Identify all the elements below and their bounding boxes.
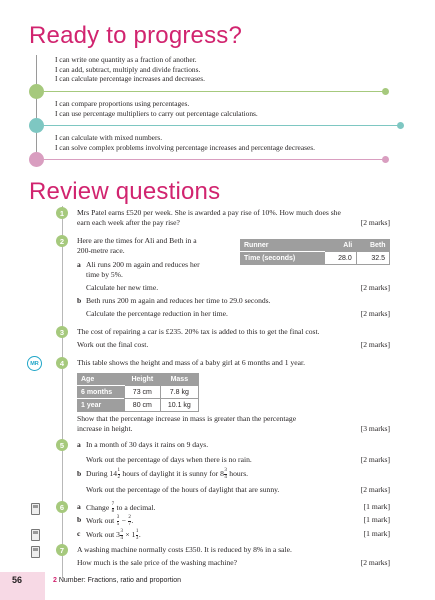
table-header: Ali: [324, 239, 356, 252]
ready-statement: I can add, subtract, multiply and divide fractions.: [55, 64, 201, 74]
teal-rule: [44, 125, 399, 126]
marks: [1 mark]: [363, 502, 390, 511]
mr-badge: MR: [27, 356, 42, 371]
fraction: [117, 515, 120, 527]
ready-group-3: [55, 133, 315, 152]
marks: [2 marks]: [360, 340, 390, 349]
table-cell: 80 cm: [124, 399, 160, 412]
question-number: 4: [56, 357, 68, 369]
table-cell: 32.5: [356, 252, 389, 265]
question-5a-task: Work out the percentage of days when there is no rain.: [86, 455, 252, 464]
text-run: Work out: [86, 515, 115, 525]
fraction: [118, 468, 121, 480]
question-line-text: earn each week after the pay rise?: [77, 218, 180, 228]
timeline-line: [36, 55, 37, 160]
ready-statement: I can write one quantity as a fraction of another.: [55, 55, 197, 64]
question-6b-text: [86, 515, 133, 527]
part-label: c: [77, 529, 81, 538]
numerator: 3: [120, 529, 123, 534]
marks: [2 marks]: [360, 218, 390, 227]
fraction: [120, 529, 123, 541]
ready-group-1: [55, 55, 205, 84]
pink-end-dot: [382, 156, 389, 163]
calculator-not-allowed-icon: [31, 503, 40, 515]
question-5b-task: Work out the percentage of the hours of daylight that are sunny.: [86, 485, 280, 494]
question-line-text: increase in height.: [77, 424, 133, 434]
ready-group-2: [55, 99, 258, 118]
part-label: b: [77, 515, 82, 524]
numerator: 3: [224, 468, 227, 473]
table-cell: 10.1 kg: [160, 399, 198, 412]
question-2a-text: [86, 260, 200, 280]
denominator: 4: [224, 474, 227, 480]
teal-end-dot: [397, 122, 404, 129]
calculator-allowed-icon: [31, 546, 40, 558]
numerator: 3: [116, 515, 120, 520]
baby-growth-table: [77, 373, 199, 412]
text-run: Change: [86, 502, 110, 512]
table-cell: 73 cm: [124, 386, 160, 399]
marks: [1 mark]: [363, 515, 390, 524]
question-2b-text: Beth runs 200 m again and reduces her time to 29.0 seconds.: [86, 296, 271, 305]
fraction: [224, 468, 227, 480]
marks: [2 marks]: [360, 309, 390, 318]
marks: [2 marks]: [360, 558, 390, 567]
question-5b-text: [86, 468, 248, 480]
table-header: Beth: [356, 239, 389, 252]
question-2a-task: Calculate her new time.: [86, 283, 159, 292]
numerator: 7: [111, 502, 115, 507]
ready-title: Ready to progress?: [29, 22, 243, 49]
question-3-task: Work out the final cost.: [77, 340, 149, 349]
question-6c-text: [86, 529, 141, 541]
chapter-footer: [53, 577, 181, 584]
text-run: to a decimal.: [116, 502, 156, 512]
question-2-intro: [77, 236, 197, 256]
numerator: 1: [117, 468, 121, 473]
question-line-text: Mrs Patel earns £520 per week. She is awarded a pay rise of 10%. How much does she: [77, 208, 341, 217]
text-run: .: [131, 515, 134, 525]
table-row-label: Time (seconds): [240, 252, 324, 265]
question-4-task: [77, 414, 296, 434]
teal-marker: [29, 118, 44, 133]
table-cell: 7.8 kg: [160, 386, 198, 399]
table-header: Runner: [240, 239, 324, 252]
marks: [2 marks]: [360, 485, 390, 494]
denominator: 4: [120, 535, 123, 541]
chapter-number: 2: [53, 577, 57, 584]
question-line-text: time by 5%.: [86, 270, 123, 280]
table-header: Height: [124, 373, 160, 386]
question-2b-task: Calculate the percentage reduction in her time.: [86, 309, 228, 318]
ready-statement: I can calculate percentage increases and decreases.: [55, 74, 205, 84]
text-run: .: [138, 529, 141, 539]
part-label: a: [77, 502, 81, 511]
question-line-text: Show that the percentage increase in mass is greater than the percentage: [77, 414, 297, 423]
operator: × 1: [125, 529, 136, 539]
green-marker: [29, 84, 44, 99]
table-row-label: 6 months: [77, 386, 124, 399]
ready-statement: I can compare proportions using percentages.: [55, 99, 190, 108]
question-7-text: A washing machine normally costs £350. It is reduced by 8% in a sale.: [77, 545, 292, 554]
marks: [1 mark]: [363, 529, 390, 538]
question-line-text: 200-metre race.: [77, 246, 125, 256]
question-1-text: [77, 208, 341, 228]
part-label: a: [77, 260, 81, 269]
question-line-text: Here are the times for Ali and Beth in a: [77, 236, 197, 245]
denominator: 3: [135, 535, 139, 541]
part-label: b: [77, 469, 82, 478]
question-3-text: The cost of repairing a car is £235. 20% tax is added to this to get the final cost.: [77, 327, 320, 336]
page-number: 56: [12, 575, 23, 585]
review-title: Review questions: [29, 178, 221, 205]
marks: [3 marks]: [360, 424, 390, 433]
part-label: b: [77, 296, 82, 305]
green-end-dot: [382, 88, 389, 95]
question-number: 3: [56, 326, 68, 338]
denominator: 8: [111, 508, 115, 514]
denominator: 7: [128, 521, 131, 527]
numerator: 2: [128, 515, 131, 520]
part-label: a: [77, 440, 81, 449]
question-4-text: This table shows the height and mass of a baby girl at 6 months and 1 year.: [77, 358, 305, 367]
calculator-not-allowed-icon: [31, 529, 40, 541]
fraction: [112, 502, 115, 514]
race-times-table: [240, 239, 390, 265]
text-run: During 14: [86, 468, 118, 478]
denominator: 2: [117, 474, 121, 480]
question-5a-text: In a month of 30 days it rains on 9 days.: [86, 440, 209, 449]
ready-statement: I can use percentage multipliers to carry out percentage calculations.: [55, 108, 258, 118]
chapter-title: Number: Fractions, ratio and proportion: [58, 577, 182, 584]
question-number: 6: [56, 501, 68, 513]
marks: [2 marks]: [360, 455, 390, 464]
question-number: 1: [56, 207, 68, 219]
numerator: 1: [135, 529, 139, 534]
ready-statement: I can solve complex problems involving percentage increases and percentage decreases.: [55, 142, 315, 152]
pink-rule: [44, 159, 384, 160]
question-line-text: Ali runs 200 m again and reduces her: [86, 260, 200, 269]
pink-marker: [29, 152, 44, 167]
table-header: Age: [77, 373, 124, 386]
ready-statement: I can calculate with mixed numbers.: [55, 133, 163, 142]
marks: [2 marks]: [360, 283, 390, 292]
operator: −: [121, 515, 126, 525]
green-rule: [44, 91, 384, 92]
denominator: 5: [116, 521, 120, 527]
table-header: Mass: [160, 373, 198, 386]
question-number: 5: [56, 439, 68, 451]
table-cell: 28.0: [324, 252, 356, 265]
page-number-tab: [0, 572, 45, 600]
question-6a-text: [86, 502, 156, 514]
text-run: Work out 3: [86, 529, 120, 539]
question-line: [62, 206, 63, 578]
question-number: 7: [56, 544, 68, 556]
question-number: 2: [56, 235, 68, 247]
question-7-task: How much is the sale price of the washing machine?: [77, 558, 238, 567]
table-row-label: 1 year: [77, 399, 124, 412]
text-run: hours.: [229, 468, 249, 478]
text-run: hours of daylight it is sunny for 8: [122, 468, 224, 478]
